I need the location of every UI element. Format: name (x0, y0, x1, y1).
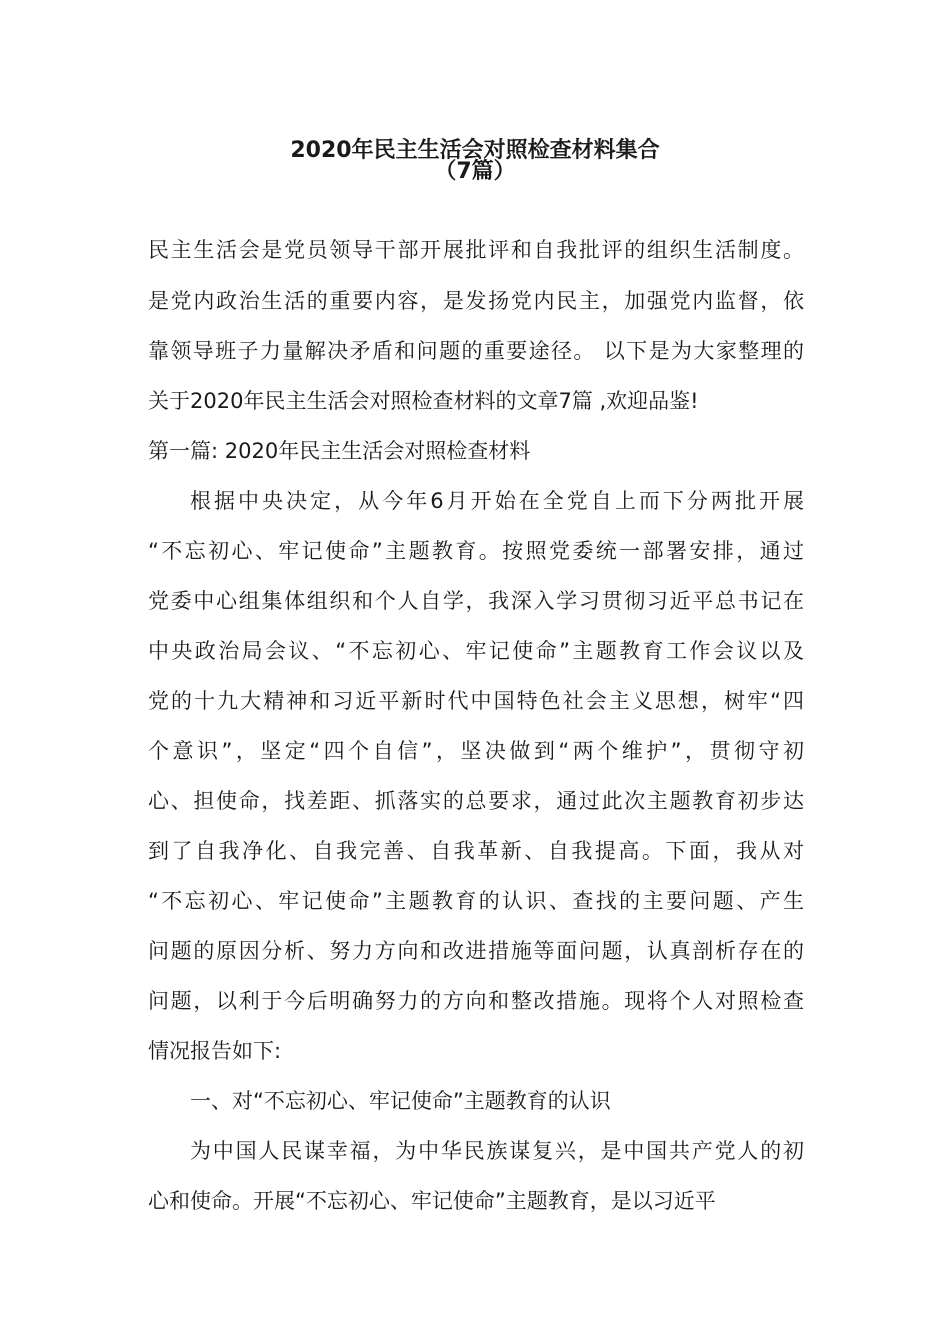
document-subtitle: （7篇） (434, 159, 516, 184)
paragraph-line: 是党内政治生活的重要内容，是发扬党内民主，加强党内监督，依 (148, 289, 804, 313)
document-title: 2020年民主生活会对照检查材料集合 (290, 138, 660, 163)
paragraph-line: 民主生活会是党员领导干部开展批评和自我批评的组织生活制度。 (148, 238, 804, 262)
paragraph-line: 问题，以利于今后明确努力的方向和整改措施。现将个人对照检查 (148, 989, 804, 1013)
section-heading: 第一篇: 2020年民主生活会对照检查材料 (148, 439, 531, 463)
subsection-heading: 一、对“不忘初心、牢记使命”主题教育的认识 (190, 1089, 611, 1113)
paragraph-line: 中央政治局会议、“不忘初心、牢记使命”主题教育工作会议以及 (148, 639, 804, 663)
paragraph-line: 问题的原因分析、努力方向和改进措施等面问题，认真剖析存在的 (148, 939, 804, 963)
paragraph-line: 个意识”，坚定“四个自信”，坚决做到“两个维护”，贯彻守初 (148, 739, 804, 763)
paragraph-line: 到了自我净化、自我完善、自我革新、自我提高。下面，我从对 (148, 839, 804, 863)
paragraph-line: “不忘初心、牢记使命”主题教育的认识、查找的主要问题、产生 (148, 889, 804, 913)
paragraph-line: 关于2020年民主生活会对照检查材料的文章7篇 ,欢迎品鉴! (148, 389, 699, 413)
paragraph-line: 党委中心组集体组织和个人自学，我深入学习贯彻习近平总书记在 (148, 589, 804, 613)
paragraph-line: 党的十九大精神和习近平新时代中国特色社会主义思想，树牢“四 (148, 689, 804, 713)
paragraph-line: 根据中央决定，从今年6月开始在全党自上而下分两批开展 (190, 489, 804, 513)
paragraph-line: 靠领导班子力量解决矛盾和问题的重要途径。 以下是为大家整理的 (148, 339, 804, 363)
paragraph-line: 情况报告如下: (148, 1039, 282, 1063)
paragraph-line: 心和使命。开展“不忘初心、牢记使命”主题教育，是以习近平 (148, 1189, 716, 1213)
paragraph-line: “不忘初心、牢记使命”主题教育。按照党委统一部署安排，通过 (148, 539, 804, 563)
paragraph-line: 心、担使命，找差距、抓落实的总要求，通过此次主题教育初步达 (148, 789, 804, 813)
paragraph-line: 为中国人民谋幸福，为中华民族谋复兴，是中国共产党人的初 (190, 1139, 804, 1163)
